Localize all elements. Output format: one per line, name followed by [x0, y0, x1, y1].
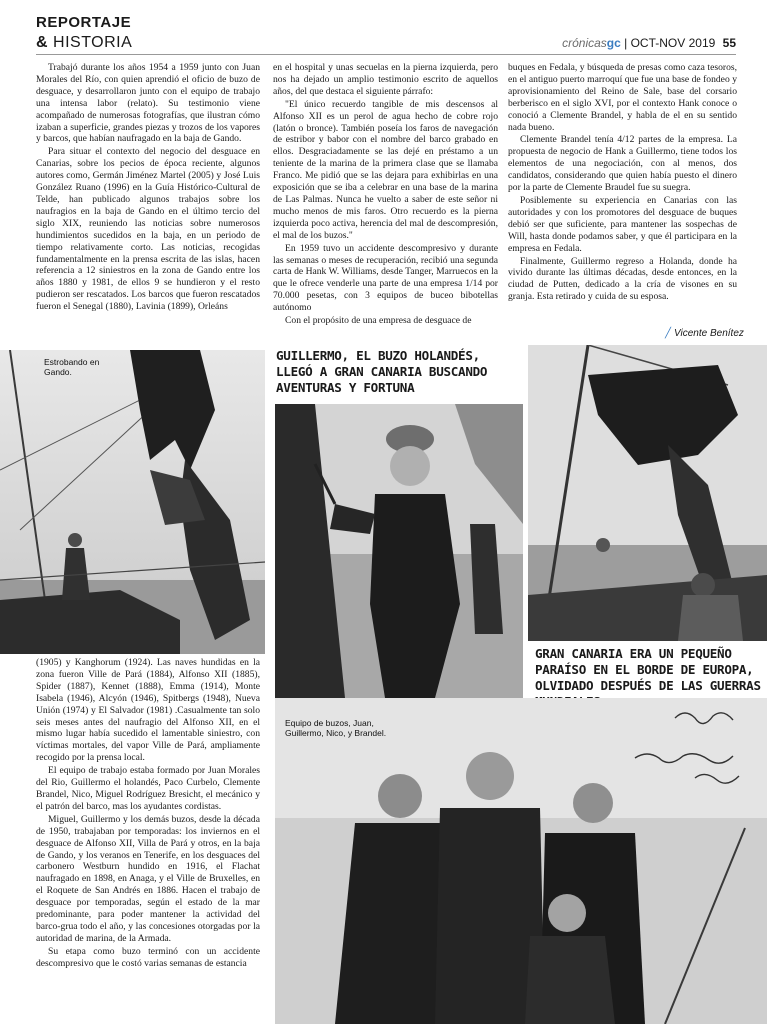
- photo-wreck-lifting-image: [0, 350, 265, 654]
- paragraph: Clemente Brandel tenía 4/12 partes de la empresa. La propuesta de negocio de Hank a Guillermo, tiene todos los elementos de una negociación, con al menos, dos candidatos, considerando que quien había puesto el dinero por la parte de Clemente Braudel fue su suegra.: [508, 134, 737, 194]
- header-rule: [36, 54, 736, 55]
- paragraph: en el hospital y unas secuelas en la pierna izquierda, pero nos ha dejado un amplio testimonio escrito de aquellos años, del que destaca el siguiente párrafo:: [273, 62, 498, 97]
- author-name: Vicente Benítez: [674, 328, 744, 339]
- subsection-title: [36, 34, 132, 52]
- publication-info: [562, 36, 736, 50]
- paragraph: Con el propósito de una empresa de desguace de: [285, 315, 472, 327]
- article-column-3: [508, 62, 737, 304]
- photo-caption-estrobando: Estrobando en Gando.: [44, 357, 100, 377]
- photo-divers-team-image: [275, 698, 767, 1024]
- publication-brand: [562, 36, 621, 50]
- article-column-2: [273, 62, 498, 328]
- brand-suffix: gc: [606, 36, 621, 50]
- pullquote-paraiso: GRAN CANARIA ERA UN PEQUEÑO PARAÍSO EN EL BORDE DE EUROPA, OLVIDADO DESPUÉS DE LAS GUERRAS: [535, 646, 761, 693]
- photo-ship-crane-image: [528, 345, 767, 641]
- paragraph: Finalmente, Guillermo regreso a Holanda, donde ha vivido durante las últimas décadas, desde entonces, en la ciudad de Putten, dedicado a la cría de visones en su granja. Esta retirado y cuida de su esposa.: [508, 255, 737, 303]
- page-header: [36, 14, 736, 54]
- photo-caption-equipo: Equipo de buzos, Juan, Guillermo, Nico, y Brandel.: [285, 718, 387, 738]
- subsection-label: HISTORIA: [53, 34, 133, 51]
- photo-diver: [275, 404, 523, 698]
- paragraph: Miguel, Guillermo y los demás buzos, desde la década de 1950, trabajaban por temporadas: los inviernos en el desguace de Alfonso XII, Villa de Pará y otros, en la baja de Gando, y los veranos en Tenerife, en los desguaces del carbonero Westburn hundido en 1916, el Flachat naufragado en 1898, en Anaga, y el Ville de Bruxelles, en el Roquete de San Andrés en 1886. Hacen el trabajo de desguace por temporadas, según el estado de la mar predominante, para poder mantener la actividad del barco-grua todo el año, y las concesiones otorgadas por la autoridad de marina, de la Armada.: [36, 813, 260, 944]
- photo-divers-team: [275, 698, 767, 1024]
- article-column-1: [36, 62, 260, 314]
- paragraph: Para situar el contexto del negocio del desguace en Canarias, sobre los pecios de época reciente, algunos autores como, Germán Jiménez Martel (2005) y José Luis González Ruano (1996) en la Guía Histórico-Cultural de Telde, han publicado algunos trabajos sobre los naufragios en la baja de Gando en el último tercio del siglo XIX, reuniendo las noticias sobre numerosos hundimientos sucedidos en la baja, en un periodo de tiempo relativamente corto. Las noticias, recogidas fundamentalmente en la prensa escrita de las islas, hacen referencia a 12 siniestros en la zona de Gando entre los años 1880 y 1981, de ellos 9 se hundieron y el resto pudieron ser rescatados. Los barcos que fueron rescatados fueron el Senegal (1880), Lavinia (1899), Orleáns: [36, 146, 260, 313]
- paragraph: El equipo de trabajo estaba formado por Juan Morales del Rio, Guillermo el holandés, Paco Curbelo, Clemente Brandel, Nico, Miguel Rodríguez Bresicht, el mecánico y el patrón del barco, mas los ayudantes cordistas.: [36, 765, 260, 812]
- author-byline: [665, 328, 744, 339]
- byline-slash-icon: ╱: [665, 328, 672, 339]
- brand-prefix: crónicas: [562, 36, 607, 50]
- article-column-1-continued: [36, 657, 260, 971]
- section-title: REPORTAJE: [36, 14, 132, 31]
- paragraph: Posiblemente su experiencia en Canarias con las autoridades y con los promotores del desguace de buques debió ser que suficiente, para mantener las sospechas de Will, hasta donde podamos saber, y que él participara en la empresa en Fedala.: [508, 194, 737, 254]
- paragraph: En 1959 tuvo un accidente descompresivo y durante las semanas o meses de recuperación, recibió una segunda carta de Hank W. Williams, desde Tanger, Marruecos en la que le ofrece venderle una parte de una empresa 1/14 por 70.000 pesetas, con 3 equipos de buceo bibotellas autónomo: [273, 242, 498, 314]
- paragraph: Trabajó durante los años 1954 a 1959 junto con Juan Morales del Río, con quien aprendió el oficio de buzo de desguace, y desarrollaron junto con el equipo de trabajo una intensa labor (relato). Su testimonio viene acompañado de numerosas fotografías, que ilustran cómo izaban a superficie, grandes piezas y trozos de los vapores y barcos, que habían naufragado en la baja de Gando.: [36, 62, 260, 145]
- paragraph: Su etapa como buzo terminó con un accidente descompresivo que le costó varias semanas de estancia: [36, 945, 260, 969]
- quote-paragraph: "El único recuerdo tangible de mis descensos al Alfonso XII es un perol de agua hecho de cobre rojo (latón o bronce). También poseía los faros de navegación de estribor y babor con el nombre del barco grabado en ellos. Desgraciadamente se las dejé en préstamo a un teniente de la marina de la primera clase que se llamaba Franco. Me pidió que se las dejara para exhibirlas en una exposición que se iba a celebrar en una base de la marina de Las Palmas. Nunca he vuelto a saber de este señor ni mucho menos de mis faros. Otro recuerdo es la pierna izquierda poco activa, herencia del mal de descompresión, el mal de los buzos.": [273, 98, 498, 241]
- photo-wreck-lifting: [0, 350, 265, 654]
- paragraph: buques en Fedala, y búsqueda de presas como caza tesoros, en el antiguo puerto marroquí que fue una base de fondeo y aprovisionamiento del Reino de Sale, base del corsario berberisco en el siglo XVI, por el contexto Hank conoce o conoció a Clemente Brandel, y habla de el en su sentido nada bueno.: [508, 62, 737, 133]
- photo-ship-crane: [528, 345, 767, 641]
- subsection-ampersand: &: [36, 34, 49, 51]
- paragraph: (1905) y Kanghorum (1924). Las naves hundidas en la zona fueron Ville de Pará (1884), Alfonso XII (1885), Spider (1887), Kennet (1888), Emma (1914), Monte Isabela (1946), Alcyón (1946), Spitbergs (1948), Nueva Unión (1974) y El Salvador (1981) .Casualmente tan solo seis meses antes del naufragio del Alfonso XII, en el mismo lugar había sucedido el lamentable siniestro, con víctimas mortales, del vapor Ville de Pará, ampliamente recogido por la prensa local.: [36, 657, 260, 764]
- pullquote-buzo-holandes: GUILLERMO, EL BUZO HOLANDÉS, LLEGÓ A GRAN CANARIA BUSCANDO AVENTURAS Y FORTUNA: [276, 348, 488, 395]
- issue-date: | OCT-NOV 2019: [624, 36, 716, 50]
- photo-diver-image: [275, 404, 523, 698]
- page-number: 55: [722, 36, 736, 50]
